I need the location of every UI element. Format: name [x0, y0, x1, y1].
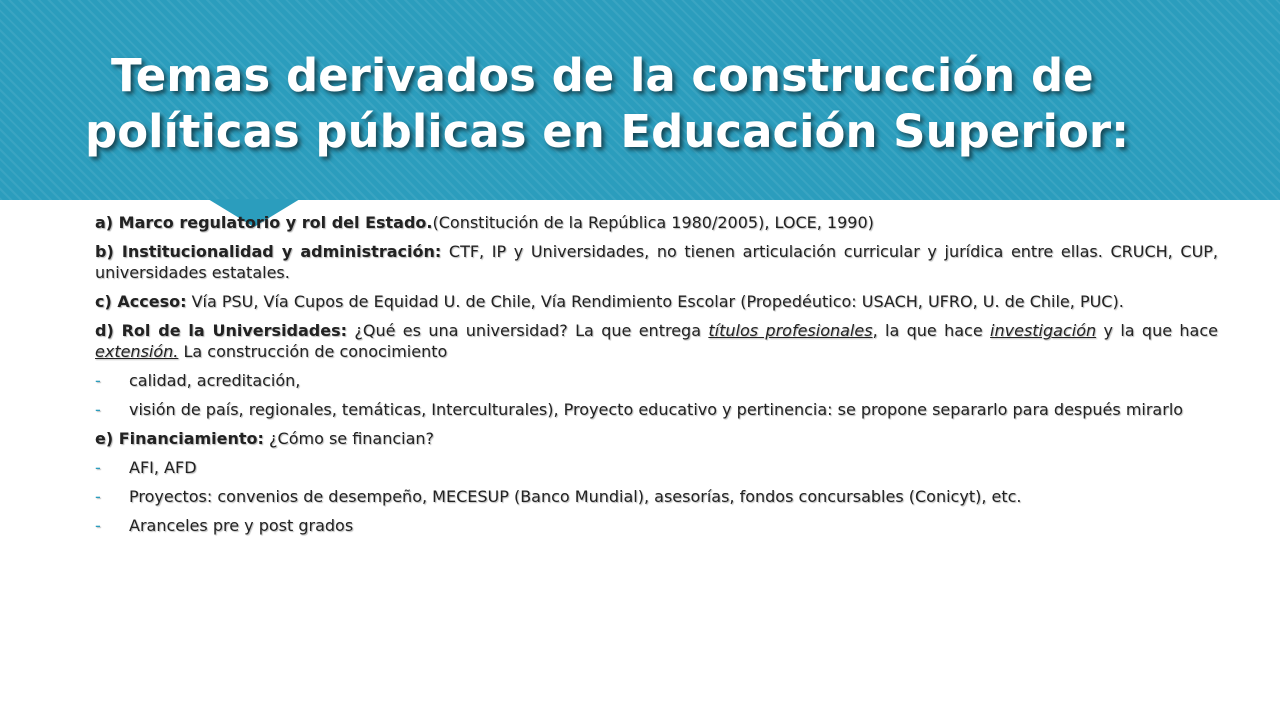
slide-title-line-1: Temas derivados de la construcción de — [111, 49, 1094, 102]
item-d — [95, 320, 1218, 362]
item-b-label: b) Institucionalidad y administración: — [95, 242, 442, 261]
item-e-text: ¿Cómo se financian? — [263, 429, 435, 448]
bullet-marker: - — [95, 400, 101, 419]
slide-title — [85, 48, 1225, 160]
item-d-underlined-3: extensión. — [95, 342, 179, 361]
item-a-label: a) Marco regulatorio y rol del Estado. — [95, 213, 433, 232]
list-item — [95, 457, 1218, 478]
bullet-marker: - — [95, 516, 101, 535]
bullet-text: visión de país, regionales, temáticas, Interculturales), Proyecto educativo y pertinencia: se propone separarlo para después mirarlo — [129, 400, 1184, 419]
item-c — [95, 291, 1218, 312]
list-item — [95, 370, 1218, 391]
item-d-text-1: ¿Qué es una universidad? La que entrega — [347, 321, 709, 340]
item-d-underlined-1: títulos profesionales — [708, 321, 873, 340]
item-d-text-2: , la que hace — [872, 321, 991, 340]
bullet-text: calidad, acreditación, — [129, 371, 301, 390]
bullet-text: AFI, AFD — [129, 458, 197, 477]
item-c-label: c) Acceso: — [95, 292, 187, 311]
bullet-text: Aranceles pre y post grados — [129, 516, 354, 535]
item-d-text-4: La construcción de conocimiento — [178, 342, 448, 361]
item-e — [95, 428, 1218, 449]
item-a — [95, 212, 1218, 233]
item-d-text-3: y la que hace — [1096, 321, 1219, 340]
item-b-text: CTF, IP y Universidades, no tienen articulación curricular y jurídica entre ellas. CRUCH, CUP, universidades estatales. — [95, 242, 1219, 282]
item-d-underlined-2: investigación — [990, 321, 1097, 340]
bullet-text: Proyectos: convenios de desempeño, MECESUP (Banco Mundial), asesorías, fondos concursables (Conicyt), etc. — [129, 487, 1022, 506]
item-e-label: e) Financiamiento: — [95, 429, 264, 448]
list-item — [95, 399, 1218, 420]
item-a-text: (Constitución de la República 1980/2005), LOCE, 1990) — [432, 213, 874, 232]
item-d-label: d) Rol de la Universidades: — [95, 321, 348, 340]
item-c-text: Vía PSU, Vía Cupos de Equidad U. de Chile, Vía Rendimiento Escolar (Propedéutico: USACH, UFRO, U. de Chile, PUC). — [186, 292, 1124, 311]
list-item — [95, 486, 1218, 507]
list-item — [95, 515, 1218, 536]
item-b — [95, 241, 1218, 283]
bullet-marker: - — [95, 458, 101, 477]
bullet-marker: - — [95, 371, 101, 390]
slide-body — [95, 212, 1218, 544]
slide-title-line-2: políticas públicas en Educación Superior: — [85, 105, 1130, 158]
bullet-marker: - — [95, 487, 101, 506]
